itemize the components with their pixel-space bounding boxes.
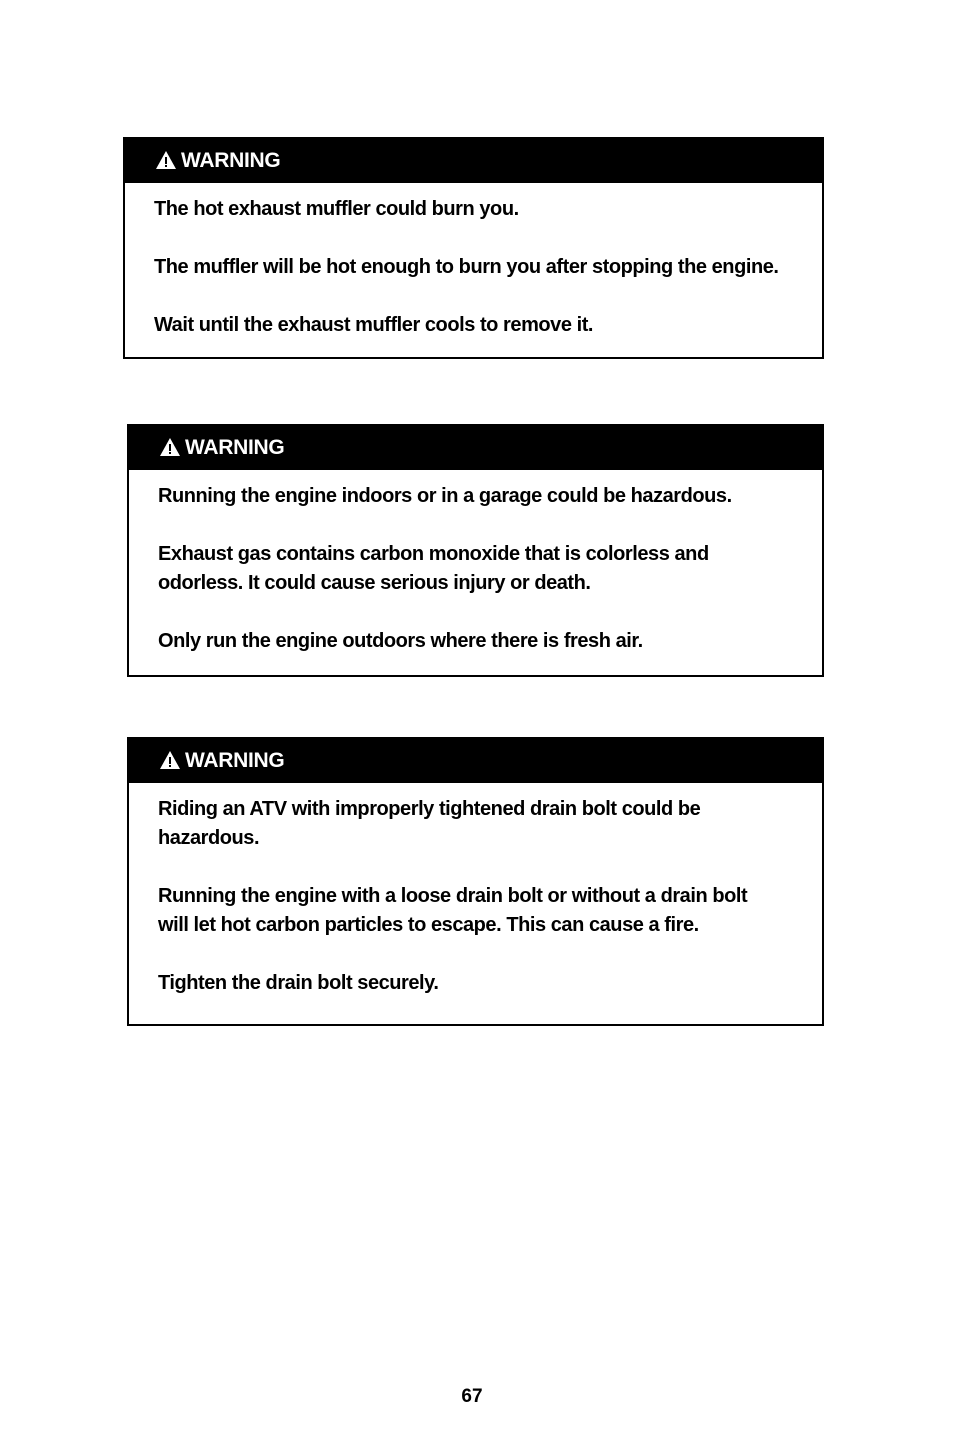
warning-line: Wait until the exhaust muffler cools to remove it. xyxy=(154,314,594,336)
warning-body xyxy=(129,470,822,656)
warning-line: Exhaust gas contains carbon monoxide that is colorless and xyxy=(158,543,709,565)
warning-line: Riding an ATV with improperly tightened drain bolt could be xyxy=(158,798,701,820)
warning-header xyxy=(125,139,822,183)
warning-header-label: WARNING xyxy=(185,436,285,459)
warning-line: Only run the engine outdoors where there is fresh air. xyxy=(158,630,643,652)
warning-line: Running the engine indoors or in a garage could be hazardous. xyxy=(158,485,732,507)
warning-header xyxy=(129,739,822,783)
warning-triangle-icon xyxy=(155,150,177,170)
warning-body xyxy=(129,783,822,998)
page-number: 67 xyxy=(461,1386,483,1407)
warning-box-indoor-engine xyxy=(127,424,824,677)
warning-line: The muffler will be hot enough to burn you after stopping the engine. xyxy=(154,256,779,278)
warning-line: hazardous. xyxy=(158,827,260,849)
warning-line: will let hot carbon particles to escape. This can cause a fire. xyxy=(158,914,699,936)
warning-body xyxy=(125,183,822,340)
warning-header-label: WARNING xyxy=(185,749,285,772)
warning-line: Running the engine with a loose drain bolt or without a drain bolt xyxy=(158,885,748,907)
warning-header xyxy=(129,426,822,470)
warning-triangle-icon xyxy=(159,750,181,770)
warning-box-drain-bolt xyxy=(127,737,824,1026)
warning-triangle-icon xyxy=(159,437,181,457)
warning-header-label: WARNING xyxy=(181,149,281,172)
warning-line: The hot exhaust muffler could burn you. xyxy=(154,198,519,220)
warning-line: odorless. It could cause serious injury or death. xyxy=(158,572,591,594)
warning-line: Tighten the drain bolt securely. xyxy=(158,972,439,994)
warning-box-exhaust-muffler xyxy=(123,137,824,359)
